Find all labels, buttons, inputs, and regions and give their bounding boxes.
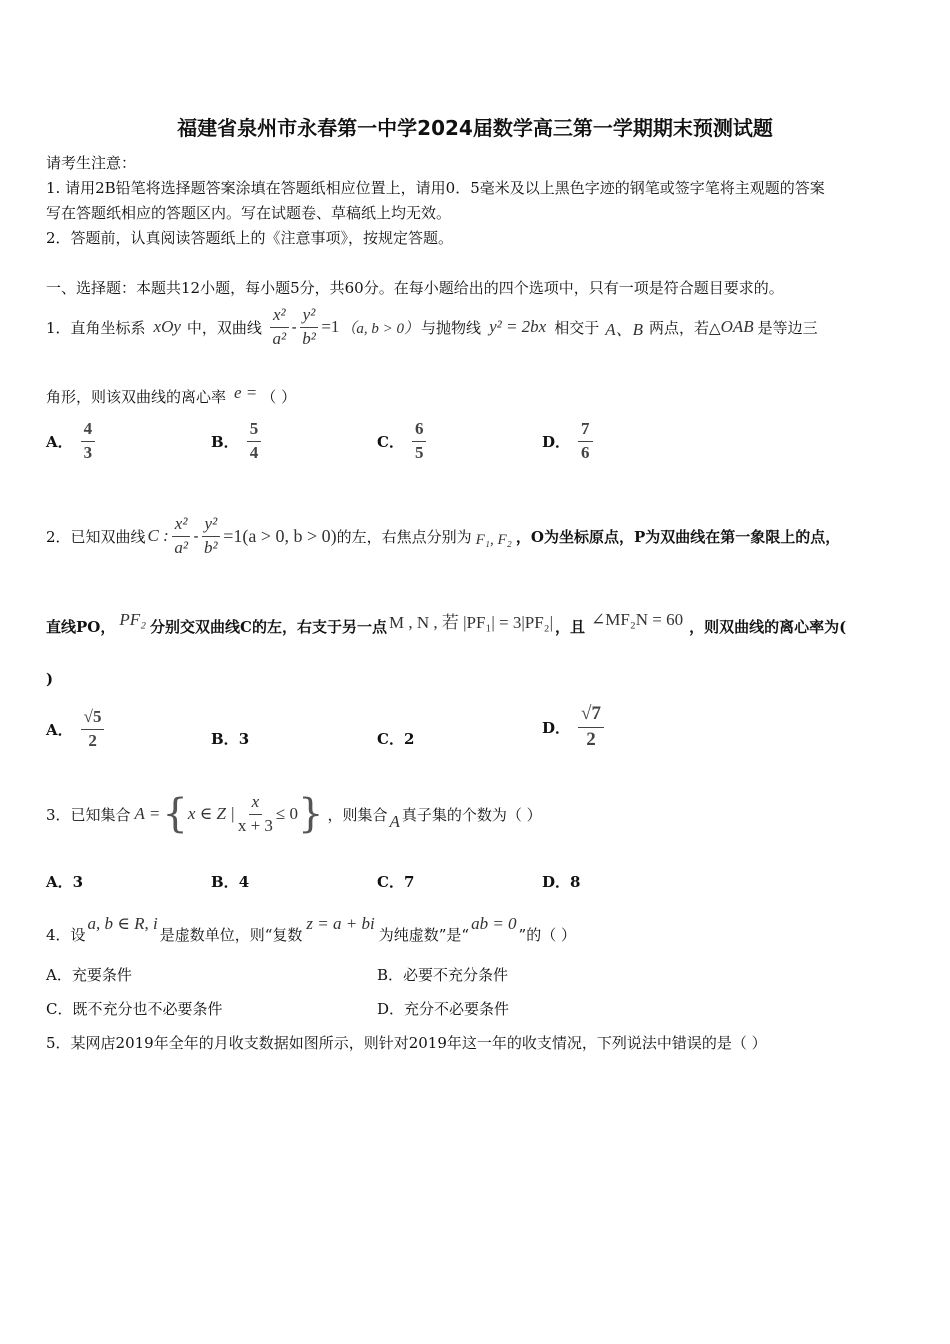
q2-text-1: 2．已知双曲线 <box>46 527 146 546</box>
q1-option-a-num: 4 <box>81 420 96 442</box>
notice-line-1: 1. 请用2B铅笔将选择题答案涂填在答题纸相应位置上，请用0．5毫米及以上黑色字迹的钢笔或签字笔将主观题的答案 <box>46 179 825 197</box>
question-1-line-2 <box>46 382 297 407</box>
notice-heading: 请考生注意： <box>46 154 137 172</box>
q1-fraction-x-den: a² <box>272 328 287 348</box>
q4-option-a[interactable] <box>46 964 132 985</box>
question-2-line-2 <box>46 606 846 646</box>
q3-le-zero: ≤ 0 <box>275 804 299 823</box>
q1-text-2: 中，双曲线 <box>186 318 262 337</box>
q4-option-a-label: A． <box>46 966 72 984</box>
q3-brace-right: } <box>298 791 324 837</box>
q3-option-a[interactable] <box>46 871 83 892</box>
q2-option-b-text: 3 <box>238 729 250 748</box>
q1-eq-one: =1 <box>321 317 340 336</box>
q1-fraction-x <box>270 306 289 348</box>
q1-fraction-y-num: y² <box>300 306 319 328</box>
q4-option-d-label: D． <box>377 1000 405 1018</box>
q4-option-a-text: 充要条件 <box>71 966 132 984</box>
q2-mn-condition: M , N , 若 |PF₁| = 3|PF₂| <box>389 612 554 632</box>
q1-text-5: 两点，若△ <box>649 318 721 337</box>
q2-minus: - <box>193 527 199 545</box>
q2-fraction-x-den: a² <box>174 537 188 557</box>
q1-option-c-den: 5 <box>414 442 424 462</box>
q4-math-3: ab = 0 <box>471 914 517 933</box>
q2-option-a-num: √5 <box>81 708 105 730</box>
q1-option-d-num: 7 <box>578 420 593 442</box>
question-3-line <box>46 786 542 842</box>
q1-minus: - <box>291 318 297 336</box>
q2-option-d-den: 2 <box>586 728 596 750</box>
q2-fraction-x-num: x² <box>172 515 191 537</box>
section-1-heading: 一、选择题：本题共12小题，每小题5分，共60分。在每小题给出的四个选项中，只有一项是符合题目要求的。 <box>46 279 784 297</box>
q2-text-7: ，则双曲线的离心率为( <box>689 617 847 636</box>
q1-text-7: 角形，则该双曲线的离心率 <box>46 388 227 406</box>
q2-option-c[interactable] <box>377 728 414 749</box>
q4-option-b[interactable] <box>377 964 508 985</box>
q2-fraction-y-den: b² <box>204 537 218 557</box>
q1-triangle-oab: OAB <box>720 317 754 336</box>
q1-option-a-label: A． <box>46 432 73 451</box>
q1-option-c-num: 6 <box>412 420 427 442</box>
q4-option-b-text: 必要不充分条件 <box>403 966 509 984</box>
q3-option-c[interactable] <box>377 871 414 892</box>
notice-line-2: 2．答题前，认真阅读答题纸上的《注意事项》，按规定答题。 <box>46 229 454 247</box>
question-5-line: 5．某网店2019年全年的月收支数据如图所示，则针对2019年这一年的收支情况，下列说法中错误的是（ ） <box>46 1034 767 1052</box>
q3-option-d-label: D． <box>542 873 571 891</box>
q2-option-c-label: C． <box>377 730 404 748</box>
q1-math-xoy: xOy <box>153 317 181 336</box>
q1-condition: （a, b > 0） <box>341 320 420 337</box>
q2-option-d-num: √7 <box>578 704 604 728</box>
q2-option-a[interactable] <box>46 708 107 750</box>
q4-option-c-text: 既不充分也不必要条件 <box>72 1000 223 1018</box>
q4-math-2: z = a + bi <box>306 914 375 933</box>
q2-fraction-y <box>202 515 221 557</box>
q3-fraction <box>238 793 273 835</box>
q2-option-b[interactable] <box>211 728 249 749</box>
q1-option-c-label: C． <box>377 432 404 451</box>
q2-curve-c: C : <box>147 526 169 545</box>
q1-option-d[interactable] <box>542 420 596 462</box>
question-2-line-1 <box>46 506 840 566</box>
q2-pf2: PF₂ <box>119 610 147 629</box>
q3-set-a-eq: A = <box>134 804 161 823</box>
q1-option-d-label: D． <box>542 432 571 451</box>
q2-option-b-label: B． <box>211 730 239 748</box>
q2-text-5: 分别交双曲线C的左，右支于另一点 <box>150 617 387 636</box>
question-4-line <box>46 904 576 944</box>
q2-option-d[interactable] <box>542 704 607 751</box>
q1-parabola: y² = 2bx <box>489 317 547 336</box>
q4-option-c[interactable] <box>46 998 223 1019</box>
q1-option-d-den: 6 <box>581 442 590 462</box>
q2-text-2: 的左，右焦点分别为 <box>336 527 472 546</box>
q1-fraction-y <box>300 306 319 348</box>
q3-fraction-den: x + 3 <box>237 815 273 835</box>
notice-line-1b: 写在答题纸相应的答题区内。写在试题卷、草稿纸上均无效。 <box>46 204 452 222</box>
q3-option-c-label: C． <box>377 873 404 891</box>
question-1-line-1 <box>46 304 818 350</box>
q2-equation-rest: =1(a > 0, b > 0) <box>223 525 337 546</box>
q3-text-3: 真子集的个数为（ ） <box>401 805 542 824</box>
q4-option-d-text: 充分不必要条件 <box>404 1000 510 1018</box>
q2-option-a-den: 2 <box>88 730 97 750</box>
q1-option-b[interactable] <box>211 420 264 462</box>
q1-fraction-y-den: b² <box>302 328 316 348</box>
q3-set-condition: x ∈ Z | <box>187 804 235 823</box>
q1-fraction-x-num: x² <box>270 306 289 328</box>
q3-option-d[interactable] <box>542 871 580 892</box>
q3-option-b[interactable] <box>211 871 249 892</box>
q1-points-ab: A、B <box>605 319 644 339</box>
q3-option-a-label: A． <box>46 873 73 891</box>
q4-option-d[interactable] <box>377 998 509 1019</box>
q3-fraction-num: x <box>249 793 263 815</box>
q2-fraction-y-num: y² <box>202 515 221 537</box>
q3-option-d-text: 8 <box>570 872 581 891</box>
q1-option-b-den: 4 <box>249 442 259 462</box>
q4-text-3: 为纯虚数”是“ <box>378 925 470 944</box>
q2-fraction-x <box>172 515 191 557</box>
q4-text-2: 是虚数单位，则“复数 <box>159 925 303 944</box>
q2-text-6: ，且 <box>555 617 586 636</box>
q1-option-b-label: B． <box>211 432 239 451</box>
q2-text-3: ，O为坐标原点，P为双曲线在第一象限上的点， <box>515 527 841 546</box>
q4-text-4: ”的（ ） <box>518 925 576 944</box>
q2-option-a-label: A． <box>46 720 73 739</box>
q1-text-6: 是等边三 <box>757 318 818 337</box>
q1-option-a-den: 3 <box>83 442 93 462</box>
q2-text-8: ) <box>46 670 54 688</box>
q1-text-4: 相交于 <box>554 318 600 337</box>
q3-text-1: 3．已知集合 <box>46 805 131 824</box>
q4-math-1: a, b ∈ R, i <box>87 914 158 933</box>
q3-option-c-text: 7 <box>403 872 415 891</box>
q3-option-b-label: B． <box>211 873 239 891</box>
q1-text-3: 与抛物线 <box>421 318 482 337</box>
q3-option-b-text: 4 <box>238 872 250 891</box>
q4-text-1: 4．设 <box>46 925 86 944</box>
q2-angle: ∠MF₂N = 60 <box>591 610 684 629</box>
q1-text-1: 1．直角坐标系 <box>46 318 146 337</box>
page-title: 福建省泉州市永春第一中学2024届数学高三第一学期期末预测试题 <box>177 116 773 140</box>
q1-option-c[interactable] <box>377 420 429 462</box>
q4-option-b-label: B． <box>377 966 404 984</box>
q3-text-2: ，则集合 <box>327 805 388 824</box>
q1-eccentricity-e: e = <box>234 382 258 402</box>
q3-option-a-text: 3 <box>72 872 84 891</box>
q4-option-c-label: C． <box>46 1000 73 1018</box>
q1-text-8: （ ） <box>261 388 297 406</box>
q2-text-4: 直线PO， <box>46 617 116 636</box>
q2-option-d-label: D． <box>542 718 571 737</box>
q1-option-b-num: 5 <box>247 420 262 442</box>
q3-set-a: A <box>389 812 400 831</box>
q2-foci: F₁, F₂ <box>475 531 512 548</box>
q2-option-c-text: 2 <box>403 729 415 748</box>
q1-option-a[interactable] <box>46 420 98 462</box>
q3-brace-left: { <box>162 791 188 837</box>
